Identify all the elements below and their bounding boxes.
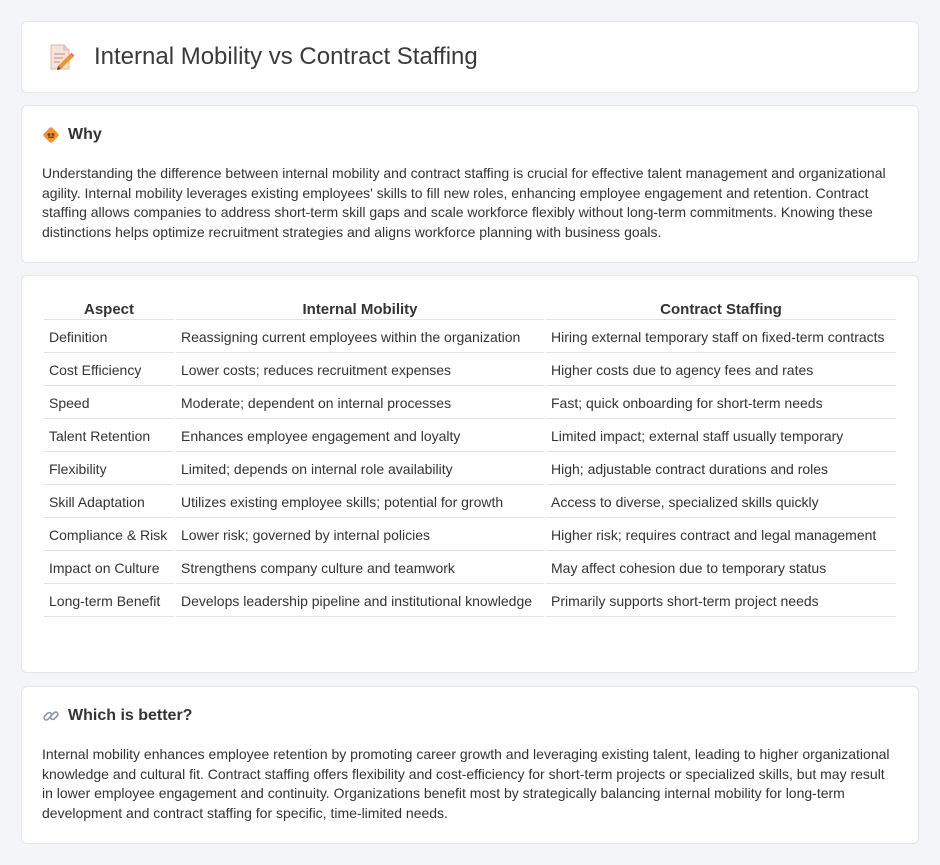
cell-aspect: Definition: [44, 322, 174, 353]
table-row: [44, 322, 896, 353]
table-row: [44, 355, 896, 386]
better-heading: [42, 707, 192, 725]
better-text: Internal mobility enhances employee retention by promoting career growth and leveraging existing talent, leading to higher organizational knowledge and cultural fit. Contract staffing offers flexibility and cost-efficiency for short-term projects or specialized skills, but may result in lower employee engagement and continuity. Organizations benefit most by strategically balancing internal mobility for long-term development and contract staffing for specific, time-limited needs.: [42, 746, 890, 821]
why-section: [21, 105, 919, 263]
table-row: [44, 388, 896, 419]
cell-contract-staffing: Higher risk; requires contract and legal management: [546, 520, 896, 551]
cell-aspect: Skill Adaptation: [44, 487, 174, 518]
diamond-sign-icon: [42, 126, 60, 144]
cell-aspect: Speed: [44, 388, 174, 419]
cell-aspect: Cost Efficiency: [44, 355, 174, 386]
cell-contract-staffing: Higher costs due to agency fees and rates: [546, 355, 896, 386]
page-title: Internal Mobility vs Contract Staffing: [94, 43, 478, 70]
cell-internal-mobility: Reassigning current employees within the organization: [176, 322, 544, 353]
cell-internal-mobility: Strengthens company culture and teamwork: [176, 553, 544, 584]
table-row: [44, 586, 896, 617]
cell-internal-mobility: Utilizes existing employee skills; potential for growth: [176, 487, 544, 518]
cell-contract-staffing: Primarily supports short-term project needs: [546, 586, 896, 617]
cell-internal-mobility: Enhances employee engagement and loyalty: [176, 421, 544, 452]
header-aspect: Aspect: [44, 298, 174, 320]
cell-contract-staffing: High; adjustable contract durations and roles: [546, 454, 896, 485]
header-internal-mobility: Internal Mobility: [176, 298, 544, 320]
why-title: Why: [68, 126, 102, 143]
table-header-row: [44, 298, 896, 320]
cell-aspect: Long-term Benefit: [44, 586, 174, 617]
table-row: [44, 487, 896, 518]
cell-contract-staffing: Access to diverse, specialized skills quickly: [546, 487, 896, 518]
table-row: [44, 454, 896, 485]
cell-internal-mobility: Develops leadership pipeline and institutional knowledge: [176, 586, 544, 617]
table-row: [44, 553, 896, 584]
header-contract-staffing: Contract Staffing: [546, 298, 896, 320]
cell-contract-staffing: Hiring external temporary staff on fixed-term contracts: [546, 322, 896, 353]
link-icon: [42, 707, 60, 725]
cell-internal-mobility: Limited; depends on internal role availability: [176, 454, 544, 485]
cell-internal-mobility: Moderate; dependent on internal processes: [176, 388, 544, 419]
cell-aspect: Flexibility: [44, 454, 174, 485]
cell-contract-staffing: May affect cohesion due to temporary status: [546, 553, 896, 584]
cell-aspect: Impact on Culture: [44, 553, 174, 584]
comparison-table: [42, 296, 898, 619]
cell-contract-staffing: Fast; quick onboarding for short-term needs: [546, 388, 896, 419]
why-heading: [42, 126, 102, 144]
title-bar: [46, 42, 478, 72]
cell-aspect: Talent Retention: [44, 421, 174, 452]
cell-internal-mobility: Lower risk; governed by internal policies: [176, 520, 544, 551]
document-pencil-icon: [46, 42, 76, 72]
cell-aspect: Compliance & Risk: [44, 520, 174, 551]
table-row: [44, 421, 896, 452]
better-title: Which is better?: [68, 707, 193, 724]
title-card: [21, 21, 919, 93]
cell-internal-mobility: Lower costs; reduces recruitment expenses: [176, 355, 544, 386]
table-row: [44, 520, 896, 551]
cell-contract-staffing: Limited impact; external staff usually temporary: [546, 421, 896, 452]
which-is-better-section: [21, 686, 919, 844]
comparison-card: [21, 275, 919, 673]
why-text: Understanding the difference between internal mobility and contract staffing is crucial for effective talent management and organizational agility. Internal mobility leverages existing employees' skills to fill new roles, enhancing employee engagement and retention. Contract staffing allows companies to address short-term skill gaps and scale workforce flexibly without long-term commitments. Knowing these distinctions helps optimize recruitment strategies and aligns workforce planning with business goals.: [42, 165, 886, 240]
